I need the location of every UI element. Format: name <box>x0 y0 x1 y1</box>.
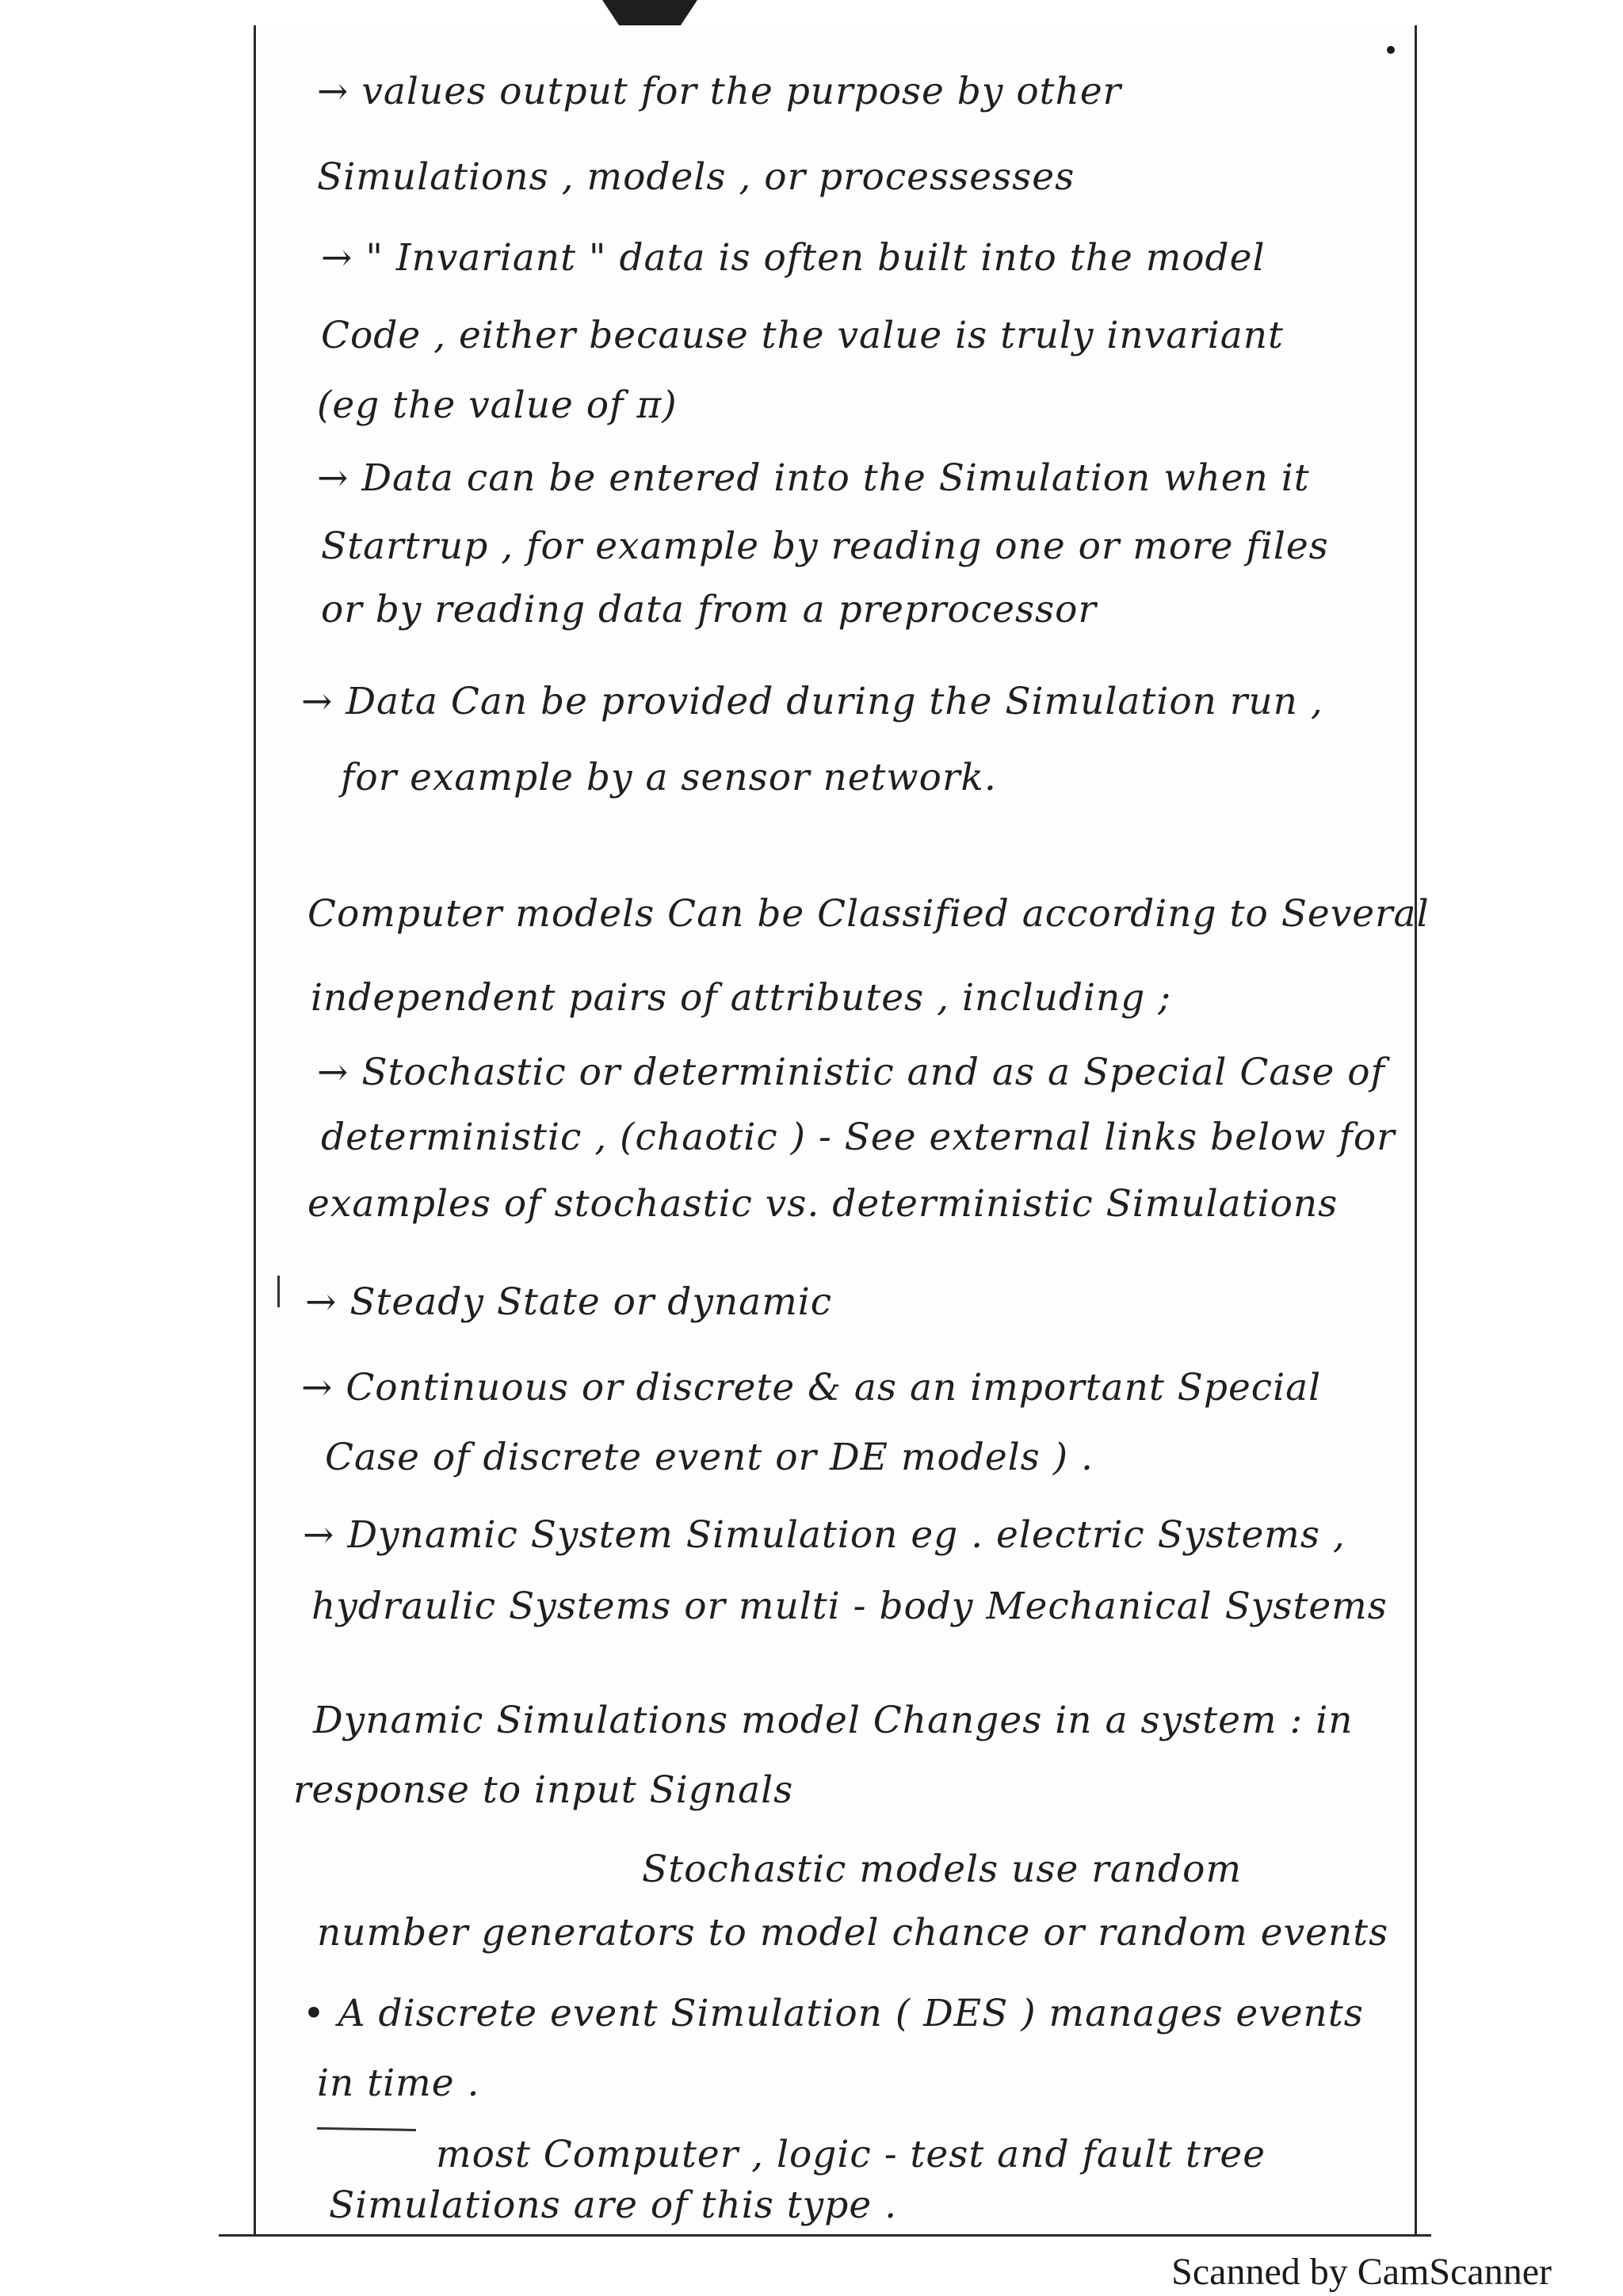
note-line-25: • A discrete event Simulation ( DES ) manages events <box>303 1992 1364 2035</box>
note-line-15: examples of stochastic vs. deterministic Simulations <box>307 1182 1338 1226</box>
note-line-10: for example by a sensor network. <box>341 756 997 799</box>
note-line-17: → Continuous or discrete & as an important Special <box>301 1366 1322 1409</box>
note-line-24: number generators to model chance or random events <box>317 1911 1389 1955</box>
note-line-20: hydraulic Systems or multi - body Mechanical Systems <box>311 1585 1388 1628</box>
note-line-14: deterministic , (chaotic ) - See external links below for <box>321 1116 1396 1159</box>
note-line-18: Case of discrete event or DE models ) . <box>325 1436 1094 1479</box>
note-line-28: Simulations are of this type . <box>329 2183 898 2227</box>
margin-dot <box>1387 46 1395 54</box>
note-line-4: Code , either because the value is truly invariant <box>321 314 1284 357</box>
note-line-23: Stochastic models use random <box>642 1848 1243 1891</box>
note-line-13: → Stochastic or deterministic and as a Special Case of <box>317 1051 1385 1094</box>
note-line-22: response to input Signals <box>293 1768 794 1812</box>
note-line-6: → Data can be entered into the Simulation when it <box>317 456 1310 500</box>
note-line-26: in time . <box>317 2061 480 2105</box>
note-line-1: → values output for the purpose by other <box>317 70 1122 113</box>
note-line-12: independent pairs of attributes , including ; <box>311 976 1172 1020</box>
note-line-19: → Dynamic System Simulation eg . electric Systems , <box>303 1513 1346 1557</box>
page-bottom-edge <box>219 2234 1431 2237</box>
note-line-11: Computer models Can be Classified according to Several <box>307 892 1430 936</box>
note-line-5: (eg the value of π) <box>317 383 678 427</box>
note-line-8: or by reading data from a preprocessor <box>321 588 1097 631</box>
margin-tick <box>277 1276 280 1307</box>
note-line-21: Dynamic Simulations model Changes in a system : in <box>313 1699 1354 1742</box>
note-line-2: Simulations , models , or processesses <box>317 155 1075 199</box>
note-line-3: → " Invariant " data is often built into the model <box>321 236 1266 280</box>
note-line-27: most Computer , logic - test and fault tree <box>436 2133 1266 2176</box>
note-line-16: → Steady State or dynamic <box>305 1280 833 1324</box>
note-line-7: Startrup , for example by reading one or more files <box>321 524 1329 568</box>
note-line-9: → Data Can be provided during the Simulation run , <box>301 680 1323 723</box>
camscanner-watermark: Scanned by CamScanner <box>1171 2251 1552 2293</box>
